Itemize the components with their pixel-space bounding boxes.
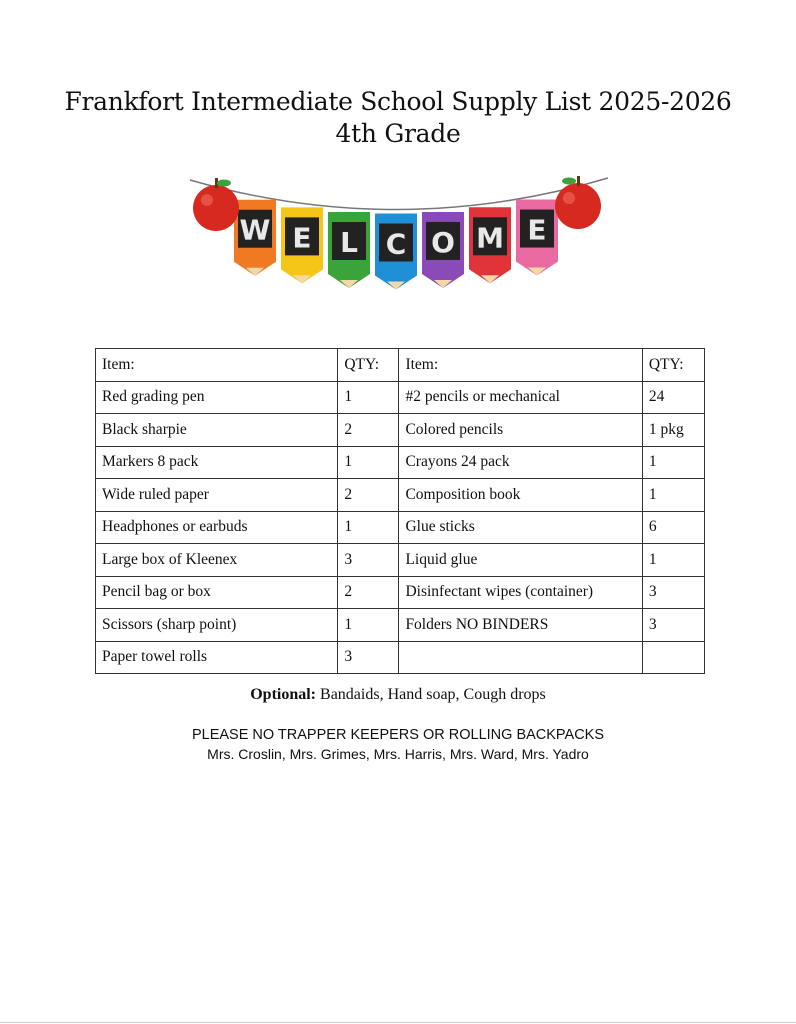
banner-pennant (328, 212, 370, 288)
banner-pennant (516, 200, 558, 276)
optional-line (0, 686, 796, 704)
item-right-cell: Disinfectant wipes (container) (399, 576, 642, 609)
apple-right-icon (555, 176, 601, 229)
table-row (96, 576, 705, 609)
banner-letter: E (292, 221, 312, 255)
item-left-cell: Scissors (sharp point) (96, 609, 338, 642)
qty-right-cell: 1 (642, 544, 704, 577)
qty-right-cell: 1 (642, 479, 704, 512)
page-edge-divider (0, 1022, 796, 1023)
banner-pennant (234, 200, 276, 276)
banner-letter: E (527, 213, 547, 247)
qty-right-cell: 1 pkg (642, 414, 704, 447)
qty-right-cell: 24 (642, 381, 704, 414)
qty-right-cell: 1 (642, 446, 704, 479)
qty-left-cell: 1 (338, 381, 399, 414)
qty-left-cell: 3 (338, 641, 399, 674)
table-row (96, 511, 705, 544)
item-right-cell: Crayons 24 pack (399, 446, 642, 479)
banner-letter: W (239, 213, 271, 247)
header-qty-right: QTY: (642, 349, 704, 382)
qty-left-cell: 2 (338, 479, 399, 512)
qty-left-cell: 1 (338, 446, 399, 479)
notice-text: PLEASE NO TRAPPER KEEPERS OR ROLLING BACKPACKS (191, 727, 605, 743)
item-right-cell: Folders NO BINDERS (399, 609, 642, 642)
apple-left-icon (193, 178, 239, 231)
item-right-cell (399, 641, 642, 674)
qty-left-cell: 1 (338, 609, 399, 642)
qty-right-cell: 3 (642, 576, 704, 609)
qty-left-cell: 1 (338, 511, 399, 544)
banner-pennant (375, 214, 417, 290)
item-right-cell: Glue sticks (399, 511, 642, 544)
banner-pennant (469, 207, 511, 283)
qty-left-cell: 2 (338, 576, 399, 609)
qty-right-cell (642, 641, 704, 674)
item-right-cell: Colored pencils (399, 414, 642, 447)
item-left-cell: Wide ruled paper (96, 479, 338, 512)
banner-letter: C (385, 227, 407, 261)
supply-table (95, 348, 705, 674)
qty-left-cell: 3 (338, 544, 399, 577)
welcome-banner (186, 170, 612, 300)
banner-letter: O (431, 225, 455, 259)
item-left-cell: Red grading pen (96, 381, 338, 414)
item-left-cell: Paper towel rolls (96, 641, 338, 674)
header-qty-left: QTY: (338, 349, 399, 382)
table-row (96, 609, 705, 642)
optional-items: Bandaids, Hand soap, Cough drops (316, 686, 546, 703)
banner-pennant (281, 207, 323, 283)
table-header-row (96, 349, 705, 382)
header-item-left: Item: (96, 349, 338, 382)
table-row (96, 641, 705, 674)
item-left-cell: Black sharpie (96, 414, 338, 447)
item-right-cell: Composition book (399, 479, 642, 512)
qty-left-cell: 2 (338, 414, 399, 447)
page-title (0, 86, 796, 150)
table-row (96, 479, 705, 512)
item-left-cell: Pencil bag or box (96, 576, 338, 609)
qty-right-cell: 3 (642, 609, 704, 642)
teacher-names: Mrs. Croslin, Mrs. Grimes, Mrs. Harris, Mrs. Ward, Mrs. Yadro (207, 746, 589, 762)
item-left-cell: Large box of Kleenex (96, 544, 338, 577)
header-item-right: Item: (399, 349, 642, 382)
banner-pennant (422, 212, 464, 288)
table-row (96, 381, 705, 414)
item-left-cell: Headphones or earbuds (96, 511, 338, 544)
banner-letter: M (476, 221, 504, 255)
title-line-2: 4th Grade (335, 119, 461, 148)
banner-letter: L (340, 225, 358, 259)
item-right-cell: #2 pencils or mechanical (399, 381, 642, 414)
item-left-cell: Markers 8 pack (96, 446, 338, 479)
table-row (96, 446, 705, 479)
table-row (96, 414, 705, 447)
qty-right-cell: 6 (642, 511, 704, 544)
title-line-1: Frankfort Intermediate School Supply List 2025-2026 (64, 87, 732, 116)
item-right-cell: Liquid glue (399, 544, 642, 577)
table-row (96, 544, 705, 577)
optional-label: Optional: (250, 686, 317, 703)
